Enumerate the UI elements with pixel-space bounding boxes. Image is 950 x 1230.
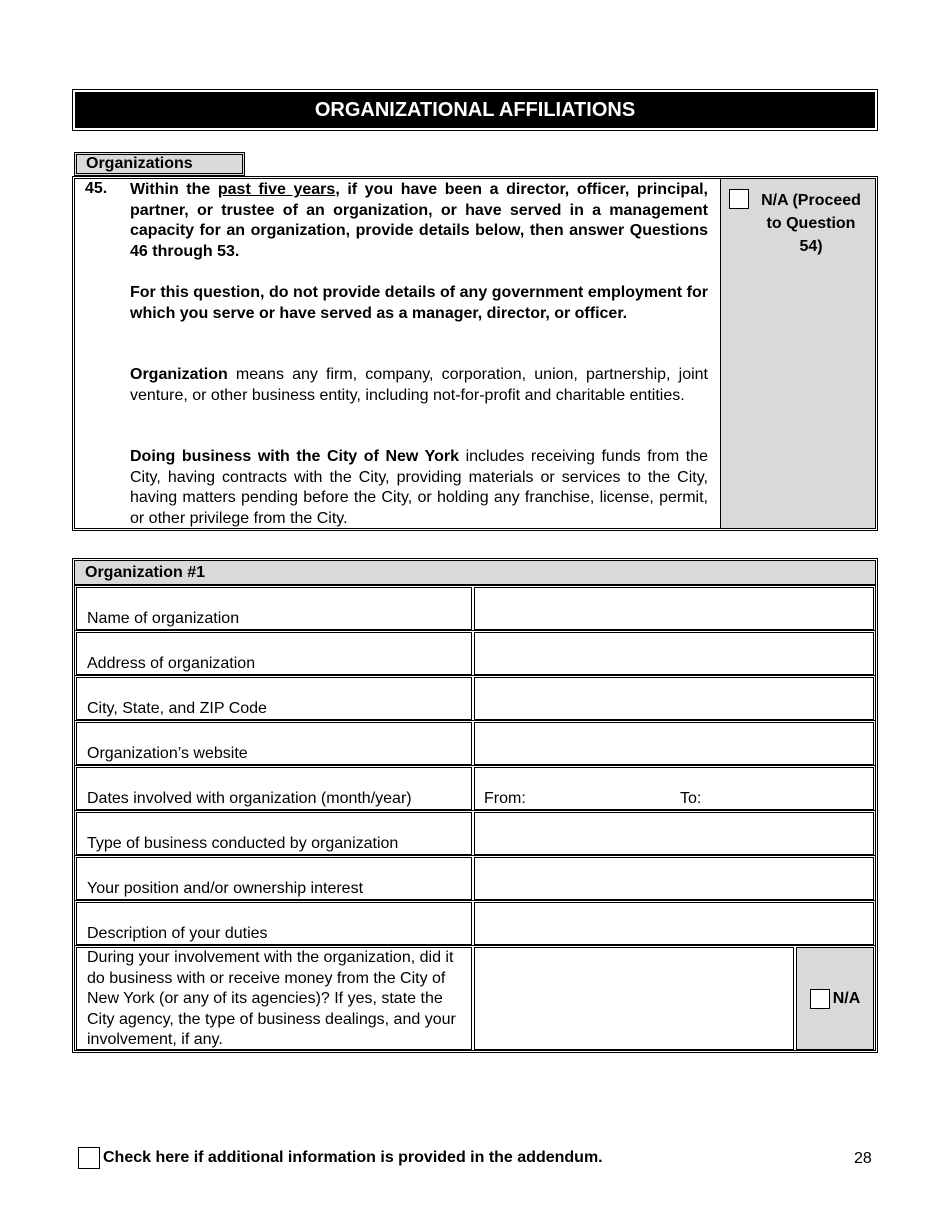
organization-address-field[interactable] [474, 632, 874, 675]
dates-involved-field[interactable] [474, 767, 874, 810]
section-title: ORGANIZATIONAL AFFILIATIONS [75, 92, 875, 128]
doing-business-definition: Doing business with the City of New York includes receiving funds from the City, having contracts with the City, providing materials or services to the City, having matters pending before the City, or holding any franchise, license, permit, or other privilege from the City. [130, 448, 709, 527]
to-label: To: [680, 790, 702, 807]
table-row [75, 675, 875, 720]
field-label: Description of your duties [87, 925, 268, 942]
field-label: Name of organization [87, 610, 240, 627]
addendum-label: Check here if additional information is provided in the addendum. [103, 1149, 603, 1166]
field-label-cell [76, 857, 472, 900]
question-45-na-column [720, 179, 875, 528]
field-label: Your position and/or ownership interest [87, 880, 364, 897]
question-45-na-checkbox[interactable] [729, 189, 749, 209]
field-label: Dates involved with organization (month/year) [87, 790, 412, 807]
city-state-zip-field[interactable] [474, 677, 874, 720]
field-label-cell [76, 632, 472, 675]
government-employment-note: For this question, do not provide details of any government employment for which you serve or have served as a manager, director, or officer. [130, 284, 708, 322]
business-na-label: N/A [832, 989, 861, 1007]
field-label-cell [76, 722, 472, 765]
field-label: Type of business conducted by organization [87, 835, 399, 852]
addendum-option[interactable] [78, 1147, 603, 1169]
business-type-field[interactable] [474, 812, 874, 855]
field-label-cell [76, 767, 472, 810]
section-title-bar [72, 89, 878, 131]
field-label-cell [76, 812, 472, 855]
duties-description-field[interactable] [474, 902, 874, 945]
table-row [75, 630, 875, 675]
organization-name-field[interactable] [474, 587, 874, 630]
table-row [75, 900, 875, 945]
question-intro: Within the past five years, if you have been a director, officer, principal, partner, or trustee of an organization, or have served in a management capacity for an organization, provide details below, then answer Questions 46 through 53. [130, 181, 708, 260]
business-na-checkbox[interactable] [810, 989, 830, 1009]
organization-1-header: Organization #1 [75, 561, 875, 585]
field-label-cell [76, 947, 472, 1050]
question-45-na-option[interactable] [729, 189, 869, 258]
question-45-text [75, 179, 720, 528]
question-number: 45. [85, 180, 108, 197]
organization-definition: Organization means any firm, company, corporation, union, partnership, joint venture, or other business entity, including not-for-profit and charitable entities. [130, 366, 708, 404]
business-with-city-question: During your involvement with the organization, did it do business with or receive money from the City of New York (or any of its agencies)? If yes, state the City agency, the type of business dealings, and your involvement, if any. [87, 949, 456, 1048]
field-label-cell [76, 587, 472, 630]
field-label-cell [76, 677, 472, 720]
field-label: Address of organization [87, 655, 256, 672]
table-row [75, 855, 875, 900]
table-row [75, 720, 875, 765]
business-with-city-field[interactable] [474, 947, 794, 1050]
question-45-na-label: N/A (Proceed to Question 54) [761, 192, 861, 255]
past-five-years-emphasis: past five years [217, 181, 336, 198]
table-row [75, 945, 875, 1050]
organization-website-field[interactable] [474, 722, 874, 765]
field-label: Organization’s website [87, 745, 248, 762]
business-na-option[interactable] [796, 947, 874, 1050]
table-row [75, 765, 875, 810]
page-number: 28 [854, 1150, 872, 1167]
question-45-box [72, 176, 878, 531]
from-label: From: [484, 790, 526, 807]
table-row [75, 585, 875, 630]
field-label-cell [76, 902, 472, 945]
field-label: City, State, and ZIP Code [87, 700, 267, 717]
addendum-checkbox[interactable] [78, 1147, 100, 1169]
organization-1-table [72, 558, 878, 1053]
position-interest-field[interactable] [474, 857, 874, 900]
table-row [75, 810, 875, 855]
organizations-tab-label: Organizations [74, 152, 245, 176]
